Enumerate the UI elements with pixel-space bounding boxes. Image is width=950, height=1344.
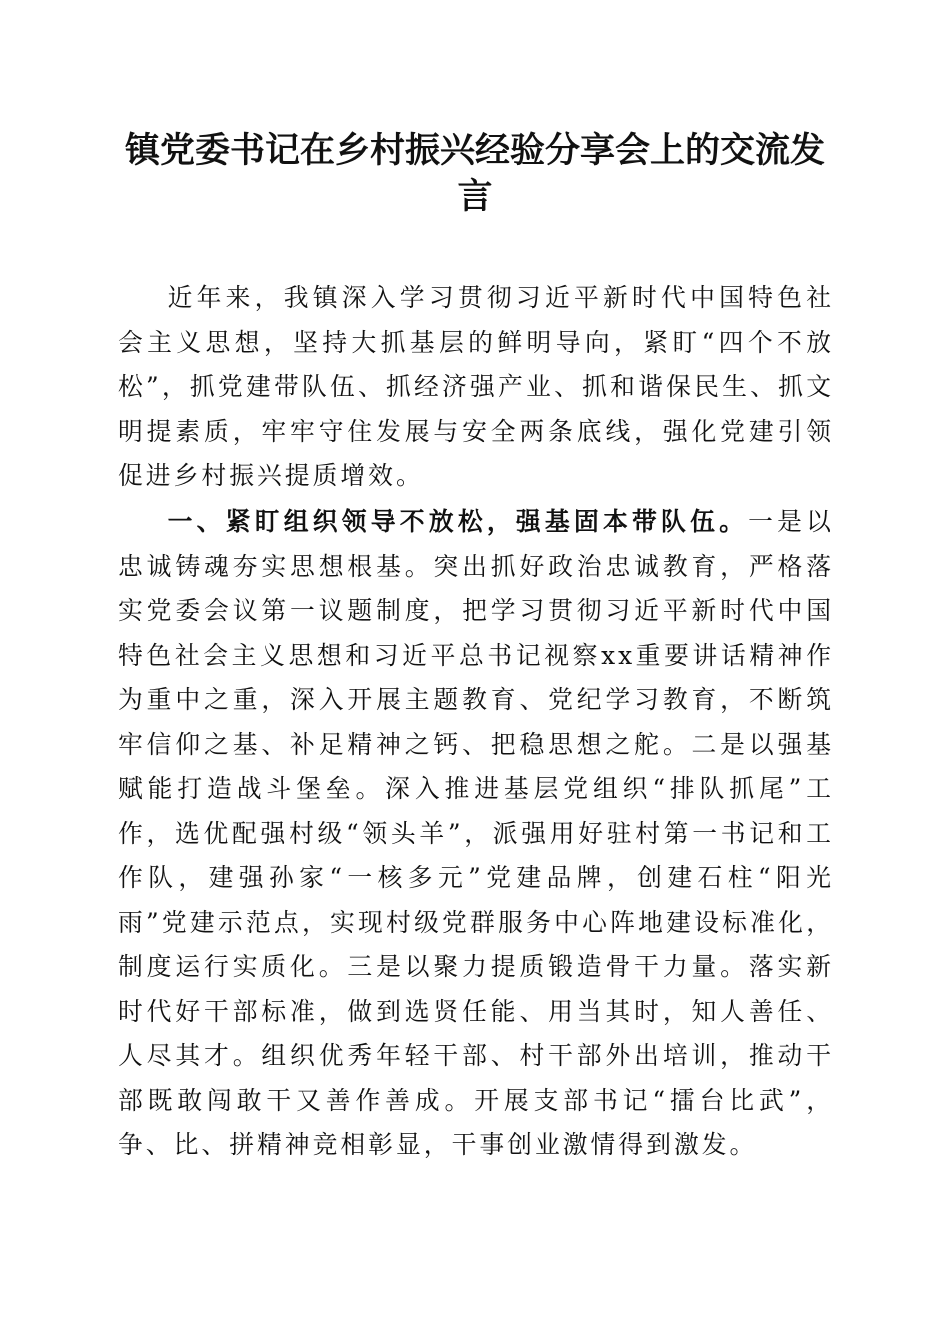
intro-paragraph: 近年来，我镇深入学习贯彻习近平新时代中国特色社会主义思想，坚持大抓基层的鲜明导向，紧盯“四个不放松”，抓党建带队伍、抓经济强产业、抓和谐保民生、抓文明提素质，牢牢守住发展与安全两条底线，强化党建引领促进乡村振兴提质增效。 [118,283,834,490]
document-body [118,276,834,1168]
section-one-text: 一是以忠诚铸魂夯实思想根基。突出抓好政治忠诚教育，严格落实党委会议第一议题制度，把学习贯彻习近平新时代中国特色社会主义思想和习近平总书记视察xx重要讲话精神作为重中之重，深入开展主题教育、党纪学习教育，不断筑牢信仰之基、补足精神之钙、把稳思想之舵。二是以强基赋能打造战斗堡垒。深入推进基层党组织“排队抓尾”工作，选优配强村级“领头羊”，派强用好驻村第一书记和工作队，建强孙家“一核多元”党建品牌，创建石柱“阳光雨”党建示范点，实现村级党群服务中心阵地建设标准化，制度运行实质化。三是以聚力提质锻造骨干力量。落实新时代好干部标准，做到选贤任能、用当其时，知人善任、人尽其才。组织优秀年轻干部、村干部外出培训，推动干部既敢闯敢干又善作善成。开展支部书记“擂台比武”，争、比、拼精神竞相彰显，干事创业激情得到激发。 [118,507,834,1159]
section-one-heading: 一、紧盯组织领导不放松，强基固本带队伍。 [167,507,749,536]
document-title: 镇党委书记在乡村振兴经验分享会上的交流发言 [124,130,825,217]
section-one-paragraph [118,500,834,1168]
